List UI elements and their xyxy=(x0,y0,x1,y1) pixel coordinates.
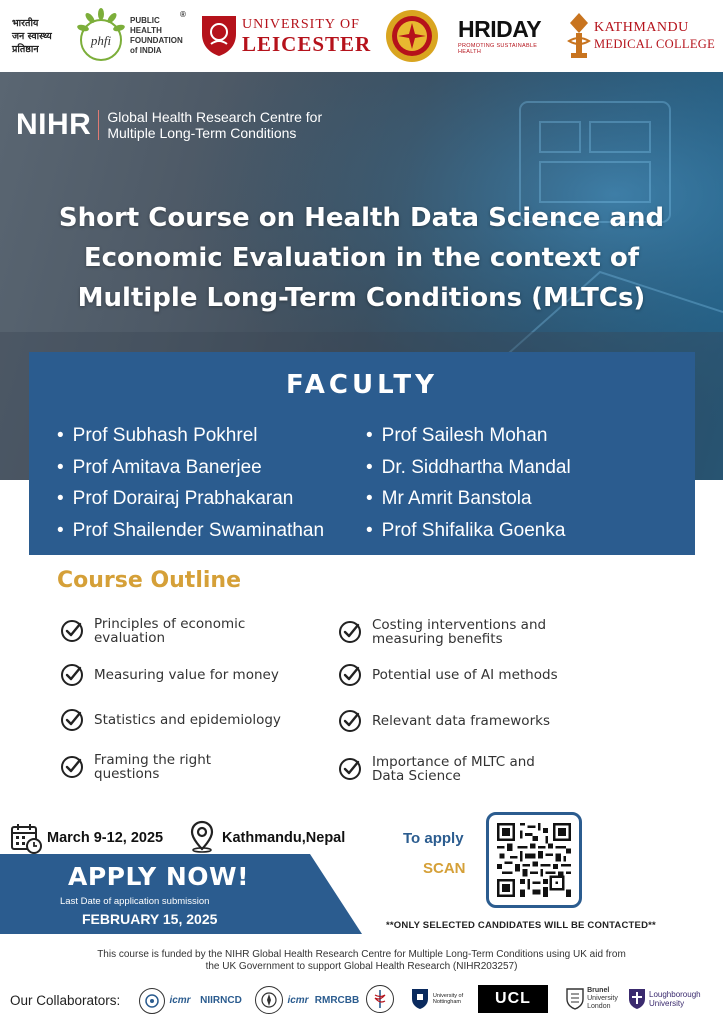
outline-item-text xyxy=(372,618,546,646)
icmr-text-2: icmr xyxy=(287,994,309,1006)
outline-item-text xyxy=(94,617,245,645)
nihr-lockup xyxy=(16,108,322,142)
outline-item-line: Data Science xyxy=(372,768,461,784)
leicester-wordmark xyxy=(242,8,374,64)
outline-item xyxy=(338,618,598,646)
loughborough-crest-icon xyxy=(628,988,646,1010)
faculty-member: • Prof Shifalika Goenka xyxy=(366,515,571,547)
nihr-subtitle xyxy=(107,109,322,141)
hriday-tagline: PROMOTING SUSTAINABLE HEALTH xyxy=(458,43,538,55)
nottingham-crest-icon xyxy=(411,988,429,1010)
outline-item xyxy=(60,753,320,781)
nihr-divider xyxy=(98,110,99,140)
last-date-label: Last Date of application submission xyxy=(60,896,210,907)
outline-item xyxy=(60,617,320,645)
nottingham-line: Nottingham xyxy=(432,999,461,1005)
course-title xyxy=(20,198,703,318)
brunel-text xyxy=(587,987,618,1011)
check-circle-icon xyxy=(338,709,362,733)
check-circle-icon xyxy=(60,663,84,687)
partner-logo-bar xyxy=(0,0,723,72)
phfi-name-line: HEALTH xyxy=(130,26,162,35)
phfi-hindi-wordmark xyxy=(12,8,72,64)
phfi-hindi-line: प्रतिष्ठान xyxy=(12,43,39,55)
faculty-column-left xyxy=(57,420,324,546)
phfi-name-line: of INDIA xyxy=(130,46,162,55)
outline-item-line: evaluation xyxy=(94,630,166,646)
event-location: Kathmandu,Nepal xyxy=(222,830,346,846)
application-deadline: FEBRUARY 15, 2025 xyxy=(82,911,218,927)
check-circle-icon xyxy=(338,663,362,687)
nottingham-text xyxy=(433,993,463,1006)
location-pin-icon xyxy=(187,819,217,853)
outline-item-line: measuring benefits xyxy=(372,631,503,647)
outline-item xyxy=(338,755,598,783)
nottingham-line: University of xyxy=(432,992,464,999)
calendar-icon xyxy=(10,822,42,854)
loughborough-line: University xyxy=(649,999,685,1008)
icmr-emblem-icon xyxy=(139,988,165,1014)
leicester-shield-icon xyxy=(200,8,238,64)
brunel-crest-icon xyxy=(566,988,584,1010)
outline-item-line: Importance of MLTC and xyxy=(372,754,535,770)
outline-item xyxy=(338,663,598,687)
course-title-line: Multiple Long-Term Conditions (MLTCs) xyxy=(77,283,646,313)
brunel-line: University xyxy=(587,995,618,1002)
collaborators-label: Our Collaborators: xyxy=(10,993,121,1008)
rmrc-emblem-icon xyxy=(255,986,283,1014)
event-date: March 9-12, 2025 xyxy=(47,830,164,846)
faculty-member: • Prof Subhash Pokhrel xyxy=(57,420,324,452)
outline-item xyxy=(60,663,320,687)
faculty-member: • Mr Amrit Banstola xyxy=(366,483,571,515)
loughborough-text xyxy=(649,990,701,1008)
faculty-panel xyxy=(29,352,695,555)
outline-item-text: Potential use of AI methods xyxy=(372,667,558,683)
niirncd-logo xyxy=(194,991,248,1009)
selection-note: **ONLY SELECTED CANDIDATES WILL BE CONTACTED** xyxy=(386,920,656,931)
check-circle-icon xyxy=(60,619,84,643)
loughborough-logo xyxy=(628,985,720,1013)
outline-item-line: Framing the right xyxy=(94,752,212,768)
kathmandu-line: MEDICAL COLLEGE xyxy=(594,37,716,51)
funding-line: This course is funded by the NIHR Global Health Research Centre for Multiple Long-Term Conditions using UK aid from xyxy=(97,949,626,960)
check-circle-icon xyxy=(338,620,362,644)
rmrcbb-text: RMRCBB xyxy=(314,994,360,1006)
to-apply-label: To apply xyxy=(403,830,464,847)
nihr-mark: NIHR xyxy=(16,108,92,141)
phfi-hindi-line: जन स्वास्थ्य xyxy=(12,30,52,42)
brunel-line: London xyxy=(587,1003,611,1010)
funding-statement xyxy=(20,949,703,973)
outline-item-line: Costing interventions and xyxy=(372,617,547,633)
rmrcbb-logo xyxy=(311,991,363,1009)
phfi-mark-text: phfi xyxy=(90,33,112,48)
hriday-wordmark xyxy=(458,8,556,64)
outline-item-text: Measuring value for money xyxy=(94,667,279,683)
loughborough-line: Loughborough xyxy=(649,990,701,999)
faculty-member: • Prof Shailender Swaminathan xyxy=(57,515,324,547)
icmr-logo xyxy=(166,991,194,1009)
ucl-logo xyxy=(478,985,548,1013)
outline-item-line: Principles of economic xyxy=(94,616,246,632)
outline-item-text: Relevant data frameworks xyxy=(372,713,550,729)
faculty-member: • Prof Sailesh Mohan xyxy=(366,420,571,452)
faculty-member: • Prof Amitava Banerjee xyxy=(57,452,324,484)
apply-now-heading: APPLY NOW! xyxy=(68,862,249,891)
check-circle-icon xyxy=(338,757,362,781)
funding-line: the UK Government to support Global Health Research (NIHR203257) xyxy=(205,961,518,972)
kathmandu-line: KATHMANDU xyxy=(594,20,689,35)
course-outline-heading: Course Outline xyxy=(57,568,241,593)
phfi-name-line: FOUNDATION xyxy=(130,36,183,45)
outline-item-text: Statistics and epidemiology xyxy=(94,712,281,728)
outline-item-text xyxy=(94,753,211,781)
niirncd-text: NIIRNCD xyxy=(200,994,242,1006)
phfi-emblem-icon xyxy=(72,8,130,64)
nihr-subtitle-line: Multiple Long-Term Conditions xyxy=(107,125,297,141)
kmc-emblem-icon xyxy=(566,8,592,64)
leicester-line: UNIVERSITY OF xyxy=(242,17,360,32)
nihr-subtitle-line: Global Health Research Centre for xyxy=(107,109,323,125)
course-title-line: Economic Evaluation in the context of xyxy=(83,243,640,273)
outline-item xyxy=(338,709,598,733)
scan-label: SCAN xyxy=(423,860,466,877)
hriday-name: HRIDAY xyxy=(458,16,542,42)
qr-code[interactable] xyxy=(497,822,571,898)
phfi-wordmark xyxy=(130,8,196,64)
phfi-hindi-line: भारतीय xyxy=(12,17,39,29)
outline-item-text xyxy=(372,755,535,783)
course-title-line: Short Course on Health Data Science and xyxy=(58,203,665,233)
nottingham-logo xyxy=(405,986,469,1012)
phfi-name-line: PUBLIC xyxy=(130,16,160,25)
medical-emblem-icon xyxy=(366,985,394,1013)
check-circle-icon xyxy=(60,708,84,732)
icmr-text: icmr xyxy=(169,994,191,1006)
registered-mark: ® xyxy=(180,10,186,19)
faculty-heading: FACULTY xyxy=(286,370,438,400)
ucl-text: UCL xyxy=(495,990,531,1007)
brunel-line: Brunel xyxy=(587,987,610,994)
check-circle-icon xyxy=(60,755,84,779)
brunel-logo xyxy=(559,985,625,1013)
icmr-logo-2 xyxy=(285,991,311,1009)
leicester-line: LEICESTER xyxy=(242,32,372,56)
outline-item-line: questions xyxy=(94,766,160,782)
outline-item xyxy=(60,708,320,732)
faculty-member: • Prof Dorairaj Prabhakaran xyxy=(57,483,324,515)
seal-emblem-icon xyxy=(384,8,440,64)
faculty-member: • Dr. Siddhartha Mandal xyxy=(366,452,571,484)
faculty-column-right xyxy=(366,420,571,546)
kathmandu-wordmark xyxy=(594,8,718,64)
